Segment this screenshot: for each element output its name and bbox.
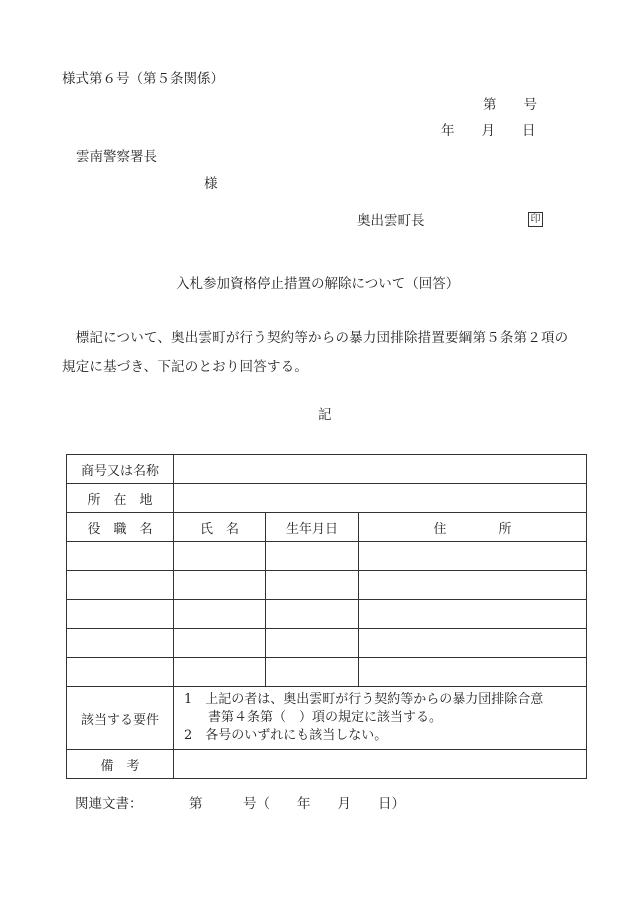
requirement-options: [174, 687, 587, 750]
location-row: [67, 484, 587, 513]
table-row: [67, 629, 587, 658]
table-cell: [359, 542, 587, 571]
related-document-value: 第 号（ 年 月 日）: [189, 796, 405, 812]
body-line-1: 標記について、奥出雲町が行う契約等からの暴力団排除措置要綱第５条第２項の: [62, 330, 569, 346]
table-cell: [174, 542, 266, 571]
location-value: [174, 484, 587, 513]
seal-mark: 印: [528, 212, 543, 227]
requirement-option-1-cont: 書第４条第（ ）項の規定に該当する。: [208, 710, 443, 725]
form-number: 様式第６号（第５条関係）: [62, 71, 224, 87]
table-cell: [359, 571, 587, 600]
requirement-label: 該当する要件: [67, 687, 174, 750]
table-row: [67, 658, 587, 687]
addressee: 雲南警察署長: [76, 149, 157, 165]
remarks-label: 備 考: [67, 750, 174, 779]
column-header-name: 氏 名: [174, 513, 266, 542]
table-cell: [174, 600, 266, 629]
table-cell: [266, 542, 359, 571]
requirement-row: [67, 687, 587, 750]
table-cell: [67, 600, 174, 629]
table-cell: [67, 571, 174, 600]
table-cell: [174, 571, 266, 600]
table-cell: [359, 600, 587, 629]
column-header-title: 役 職 名: [67, 513, 174, 542]
document-number: 第 号: [483, 97, 537, 113]
related-document-label: 関連文書：: [75, 796, 143, 812]
table-row: [67, 571, 587, 600]
info-table: [66, 454, 587, 779]
requirement-option-2: 2 各号のいずれにも該当しない。: [184, 728, 388, 743]
document-date: 年 月 日: [441, 123, 536, 139]
remarks-row: [67, 750, 587, 779]
honorific: 様: [204, 176, 218, 192]
remarks-value: [174, 750, 587, 779]
location-label: 所 在 地: [67, 484, 174, 513]
column-header-row: [67, 513, 587, 542]
table-cell: [266, 600, 359, 629]
body-text: [62, 324, 592, 382]
requirement-option-1: 1 上記の者は、奥出雲町が行う契約等からの暴力団排除合意: [184, 692, 544, 707]
table-cell: [67, 658, 174, 687]
table-cell: [266, 629, 359, 658]
column-header-birthdate: 生年月日: [266, 513, 359, 542]
trade-name-row: [67, 455, 587, 484]
table-cell: [266, 571, 359, 600]
column-header-address: 住 所: [359, 513, 587, 542]
trade-name-value: [174, 455, 587, 484]
table-row: [67, 600, 587, 629]
table-cell: [359, 629, 587, 658]
table-cell: [67, 629, 174, 658]
sender: 奥出雲町長: [357, 213, 425, 229]
trade-name-label: 商号又は名称: [67, 455, 174, 484]
table-cell: [359, 658, 587, 687]
table-row: [67, 542, 587, 571]
document-title: 入札参加資格停止措置の解除について（回答）: [176, 276, 460, 292]
table-cell: [174, 658, 266, 687]
table-cell: [67, 542, 174, 571]
table-cell: [266, 658, 359, 687]
table-cell: [174, 629, 266, 658]
ki-heading: 記: [318, 407, 332, 423]
body-line-2: 規定に基づき、下記のとおり回答する。: [62, 359, 309, 375]
